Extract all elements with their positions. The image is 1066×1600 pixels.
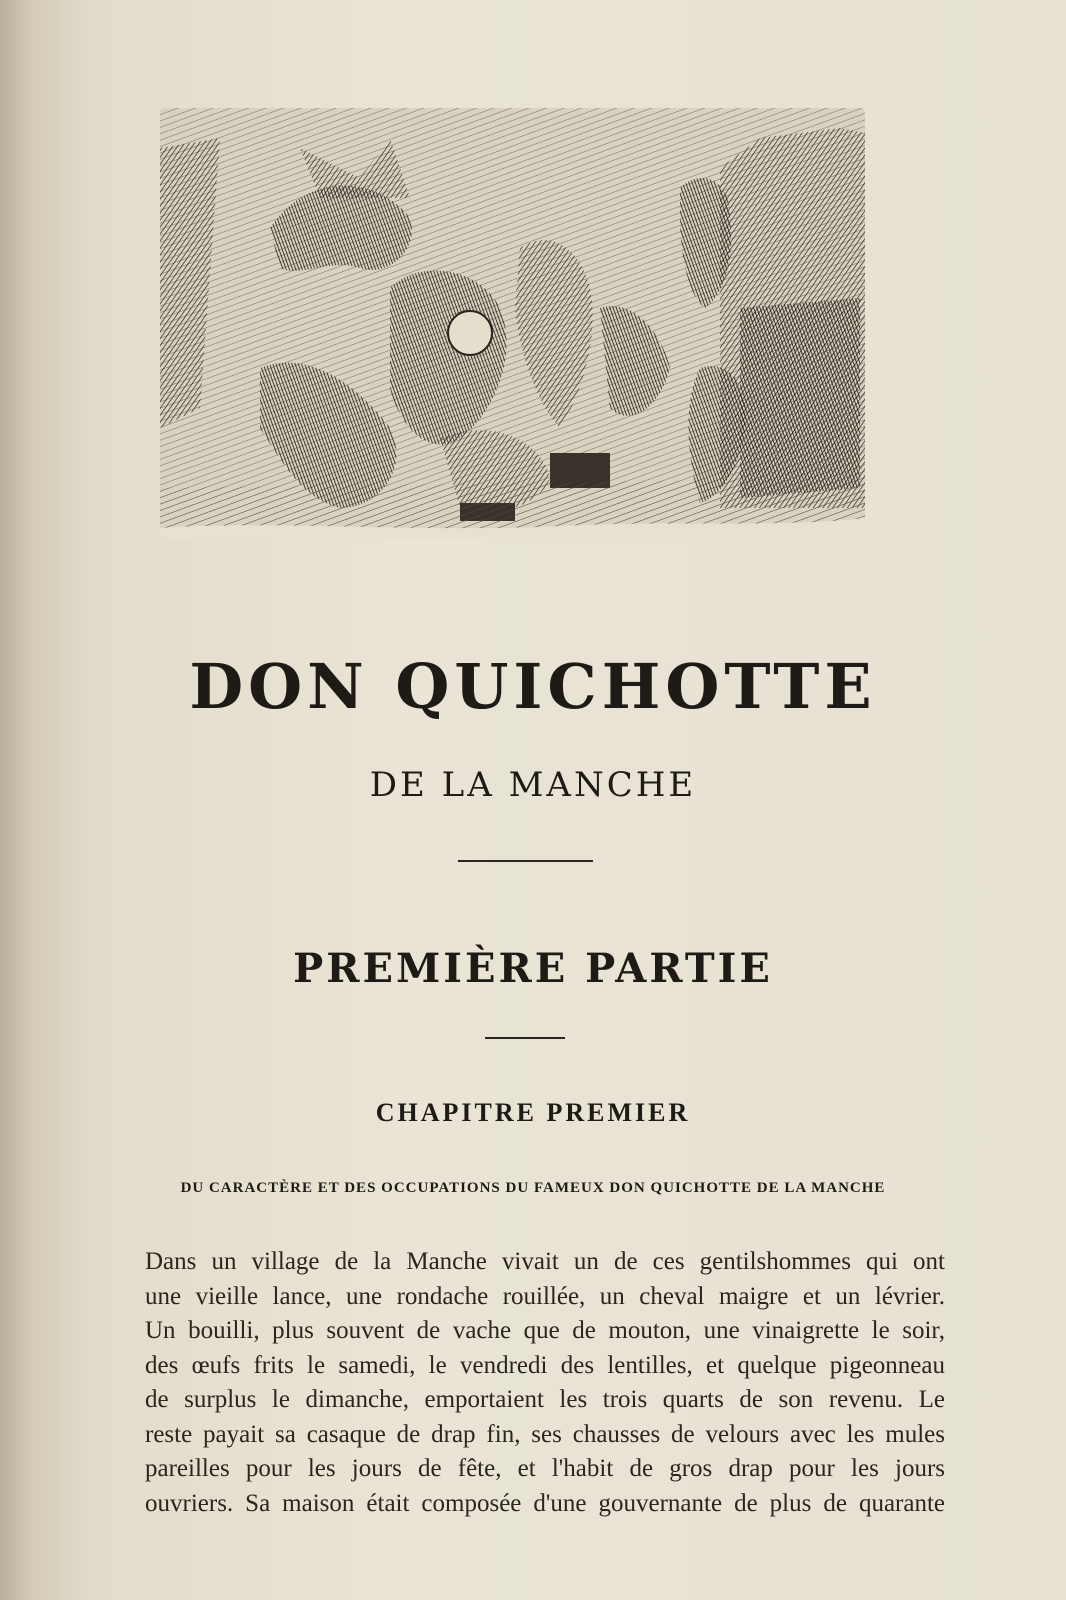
part-title: PREMIÈRE PARTIE xyxy=(293,945,773,992)
chapter-title: CHAPITRE PREMIER xyxy=(375,1098,691,1127)
text-line: Dans un village de la Manche vivait un de ces gentilshommes qui ont xyxy=(145,1248,945,1275)
engraving-illustration xyxy=(160,108,865,538)
text-line: une vieille lance, une rondache rouillée, un cheval maigre et un lévrier. xyxy=(145,1282,945,1310)
chapter-subtitle: DU CARACTÈRE ET DES OCCUPATIONS DU FAMEUX DON QUICHOTTE DE LA MANCHE xyxy=(180,1180,886,1196)
chapter-body-text xyxy=(145,1245,945,1521)
text-line: reste payait sa casaque de drap fin, ses chausses de velours avec les mules xyxy=(145,1420,945,1448)
book-subtitle: DE LA MANCHE xyxy=(369,765,697,805)
text-line: Un bouilli, plus souvent de vache que de mouton, une vinaigrette le soir, xyxy=(145,1317,945,1344)
text-line: des œufs frits le samedi, le vendredi des lentilles, et quelque pigeonneau xyxy=(145,1351,945,1379)
text-line: ouvriers. Sa maison était composée d'une gouvernante de plus de quarante xyxy=(145,1489,945,1517)
book-title: DON QUICHOTTE xyxy=(189,650,877,723)
divider-rule xyxy=(458,860,593,862)
text-line: de surplus le dimanche, emportaient les trois quarts de son revenu. Le xyxy=(145,1386,945,1413)
divider-rule xyxy=(485,1037,565,1039)
engraving-image xyxy=(160,108,865,538)
text-line: pareilles pour les jours de fête, et l'habit de gros drap pour les jours xyxy=(145,1455,945,1482)
